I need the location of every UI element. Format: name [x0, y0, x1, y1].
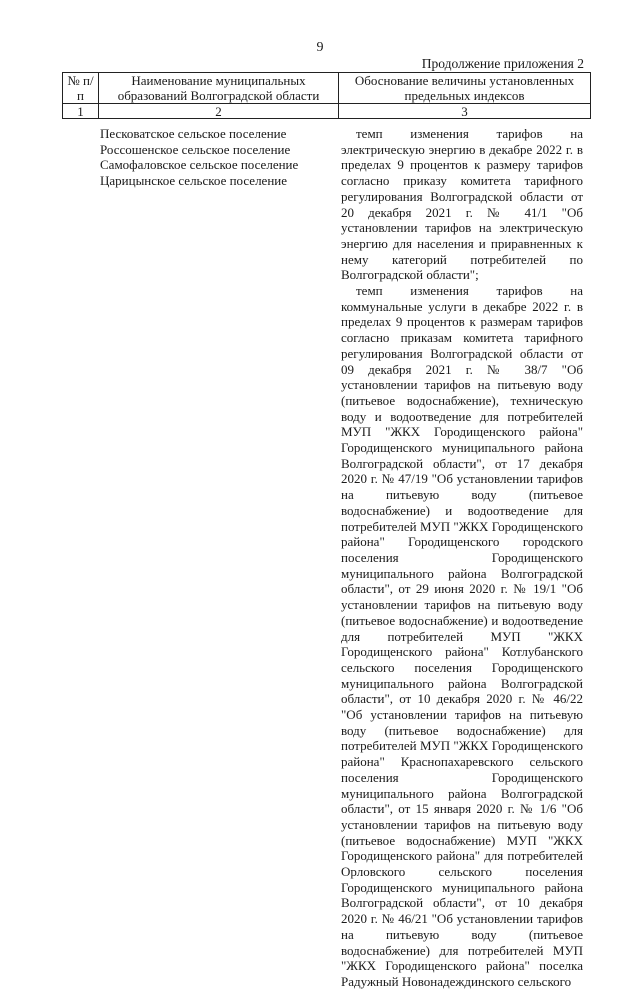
header-justification: Обоснование величины установленных предельных индексов: [339, 73, 591, 104]
municipality-item: Царицынское сельское поселение: [100, 172, 288, 188]
column-number-row: [63, 104, 591, 119]
table-header-row: [63, 73, 591, 104]
appendix-table: [62, 72, 591, 119]
header-municipality: Наименование муниципальных образований Волгоградской области: [99, 73, 339, 104]
justification-paragraph-electricity: темп изменения тарифов на электрическую энергию в декабре 2022 г. в пределах 9 процентов к размеру тарифов согласно приказу комитета тарифного регулирования Волгоградской области от 20 декабря 2021 г. № 41/1 "Об установлении тарифов на электрическую энергию для населения и приравненных к нему категорий потребителей по Волгоградской области";: [341, 126, 583, 283]
justification-text: [341, 126, 583, 990]
column-number-1: 1: [63, 104, 99, 119]
continuation-label: Продолжение приложения 2: [421, 56, 584, 71]
municipality-list: [100, 126, 298, 188]
page-number: 9: [316, 40, 324, 55]
column-number-3: 3: [339, 104, 591, 119]
header-number: № п/п: [63, 73, 99, 104]
justification-paragraph-utilities: темп изменения тарифов на коммунальные услуги в декабре 2022 г. в пределах 9 процентов к размерам тарифов согласно приказам комитета тарифного регулирования Волгоградской области от 09 декабря 2021 г. № 38/7 "Об установлении тарифов на питьевую воду (питьевое водоснабжение), техническую воду и водоотведение для потребителей МУП "ЖКХ Городищенского района" Городищенского муниципального района Волгоградской области", от 17 декабря 2020 г. № 47/19 "Об установлении тарифов на питьевую воду (питьевое водоснабжение) и водоотведение для потребителей МУП "ЖКХ Городищенского района" Городищенского городского поселения Городищенского муниципального района Волгоградской области", от 29 июня 2020 г. № 19/1 "Об установлении тарифов на питьевую воду (питьевое водоснабжение) и водоотведение для потребителей МУП "ЖКХ Городищенского района" Котлубанского сельского поселения Городищенского муниципального района Волгоградской области", от 10 декабря 2020 г. № 46/22 "Об установлении тарифов на питьевую воду (питьевое водоснабжение) для потребителей МУП "ЖКХ Городищенского района" Краснопахаревского сельского поселения Городищенского муниципального района Волгоградской области", от 15 января 2020 г. № 1/6 "Об установлении тарифов на питьевую воду (питьевое водоснабжение) МУП "ЖКХ Городищенского района" для потребителей Орловского сельского поселения Городищенского муниципального района Волгоградской области", от 10 декабря 2020 г. № 46/21 "Об установлении тарифов на питьевую воду (питьевое водоснабжение) для потребителей МУП "ЖКХ Городищенского района" поселка Радужный Новонадеждинского сельского: [341, 283, 583, 989]
column-number-2: 2: [99, 104, 339, 119]
municipality-item: Россошенское сельское поселение: [100, 141, 291, 157]
municipality-item: Песковатское сельское поселение: [100, 126, 287, 141]
municipality-item: Самофаловское сельское поселение: [100, 157, 299, 173]
